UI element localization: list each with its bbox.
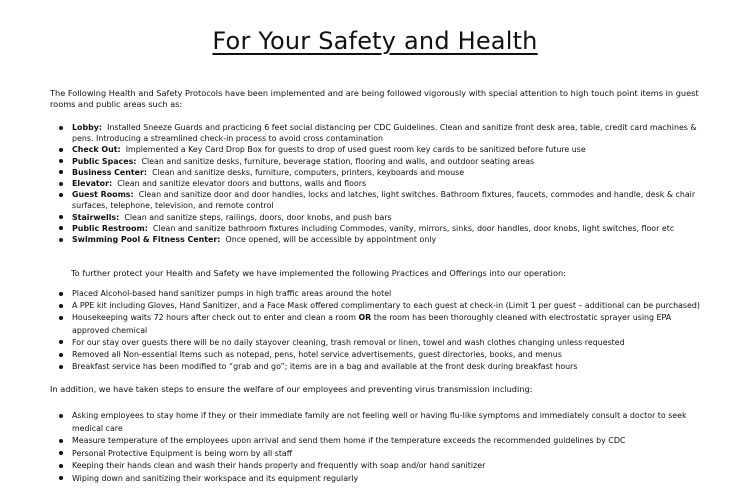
item-text: Once opened, will be accessible by appointment only [225, 235, 437, 245]
list-item-public-spaces [58, 156, 708, 167]
item-label: Swimming Pool & Fitness Center: [72, 235, 221, 245]
item-label: Business Center: [72, 167, 148, 177]
item-text: Clean and sanitize desks, furniture, computers, printers, keyboards and mouse [152, 167, 465, 177]
list-item [58, 337, 708, 349]
practices-lead: To further protect your Health and Safety we have implemented the following Practices and Offerings into our operation: [71, 268, 566, 278]
list-item: Measure temperature of the employees upon arrival and send them home if the temperature exceeds the recommended guidelines by CDC [58, 435, 708, 448]
list-item: Personal Protective Equipment is being worn by all staff [58, 448, 708, 461]
item-text-after: the room has been thoroughly cleaned with electrostatic sprayer using EPA approved chemical [72, 313, 672, 335]
employees-lead: In addition, we have taken steps to ensure the welfare of our employees and preventing virus transmission including: [50, 384, 533, 394]
list-item-stairwells [58, 212, 708, 223]
item-label: Elevator: [72, 179, 113, 189]
list-item-swimming-pool [58, 234, 708, 245]
item-text: Breakfast service has been modified to “grab and go”; items are in a bag and available at the front desk during breakfast hours [72, 362, 578, 372]
item-label: Lobby: [72, 123, 103, 132]
page-title [0, 27, 750, 55]
list-item [58, 300, 708, 312]
list-item-elevator [58, 178, 708, 189]
list-item-check-out [58, 144, 708, 155]
item-text: For our stay over guests there will be no daily stayover cleaning, trash removal or linen, towel and wash clothes changing unless requested [72, 337, 625, 347]
employees-list [58, 410, 708, 486]
item-text: Clean and sanitize bathroom fixtures including Commodes, vanity, mirrors, sinks, door handles, door knobs, light switches, floor etc [152, 223, 675, 233]
item-text: Implemented a Key Card Drop Box for guests to drop of used guest room key cards to be sanitized before future use [125, 145, 586, 155]
list-item [58, 361, 708, 373]
list-item [58, 349, 708, 361]
list-item-business-center [58, 167, 708, 178]
item-text: A PPE kit including Gloves, Hand Sanitizer, and a Face Mask offered complimentary to each guest at check-in (Limit 1 per guest – additional can be purchased) [72, 301, 700, 311]
list-item-lobby [58, 122, 708, 144]
item-text: Placed Alcohol-based hand sanitizer pumps in high traffic areas around the hotel [72, 289, 392, 298]
list-item: Keeping their hands clean and wash their hands properly and frequently with soap and/or hand sanitizer [58, 460, 708, 473]
list-item: Wiping down and sanitizing their workspace and its equipment regularly [58, 473, 708, 486]
practices-list [58, 288, 708, 373]
page-title-text: For Your Safety and Health [212, 27, 538, 55]
protocol-areas-list [58, 122, 708, 245]
item-label: Stairwells: [72, 212, 120, 222]
item-text: Clean and sanitize desks, furniture, beverage station, flooring and walls, and outdoor seating areas [141, 156, 535, 166]
item-label: Public Restroom: [72, 223, 148, 233]
list-item: Asking employees to stay home if they or their immediate family are not feeling well or having flu-like symptoms and immediately consult a doctor to seek medical care [58, 410, 708, 435]
item-label: Guest Rooms: [72, 190, 134, 200]
item-label: Check Out: [72, 145, 121, 155]
item-text-before: Housekeeping waits 72 hours after check out to enter and clean a room [72, 313, 359, 323]
list-item-public-restroom [58, 223, 708, 234]
list-item-guest-rooms [58, 189, 708, 211]
item-emphasis: OR [358, 313, 372, 323]
intro-paragraph: The Following Health and Safety Protocols have been implemented and are being followed vigorously with special attention to high touch point items in guest rooms and public areas such as: [50, 88, 699, 109]
item-text: Clean and sanitize steps, railings, doors, door knobs, and push bars [124, 212, 392, 222]
item-text: Clean and sanitize door and door handles, locks and latches, light switches. Bathroom fixtures, faucets, commodes and handle, desk & chair surfaces, telephone, television, and remote control [72, 190, 696, 211]
list-item [58, 312, 708, 336]
item-label: Public Spaces: [72, 156, 137, 166]
list-item [58, 288, 708, 300]
item-text: Installed Sneeze Guards and practicing 6 feet social distancing per CDC Guidelines. Clean and sanitize front desk area, table, credit card machines & pens. Introducing a streamlined check-in process to avoid cross contamination [72, 123, 697, 144]
item-text: Removed all Non-essential Items such as notepad, pens, hotel service advertisements, guest directories, books, and menus [72, 350, 562, 360]
item-text: Clean and sanitize elevator doors and buttons, walls and floors [117, 179, 367, 189]
